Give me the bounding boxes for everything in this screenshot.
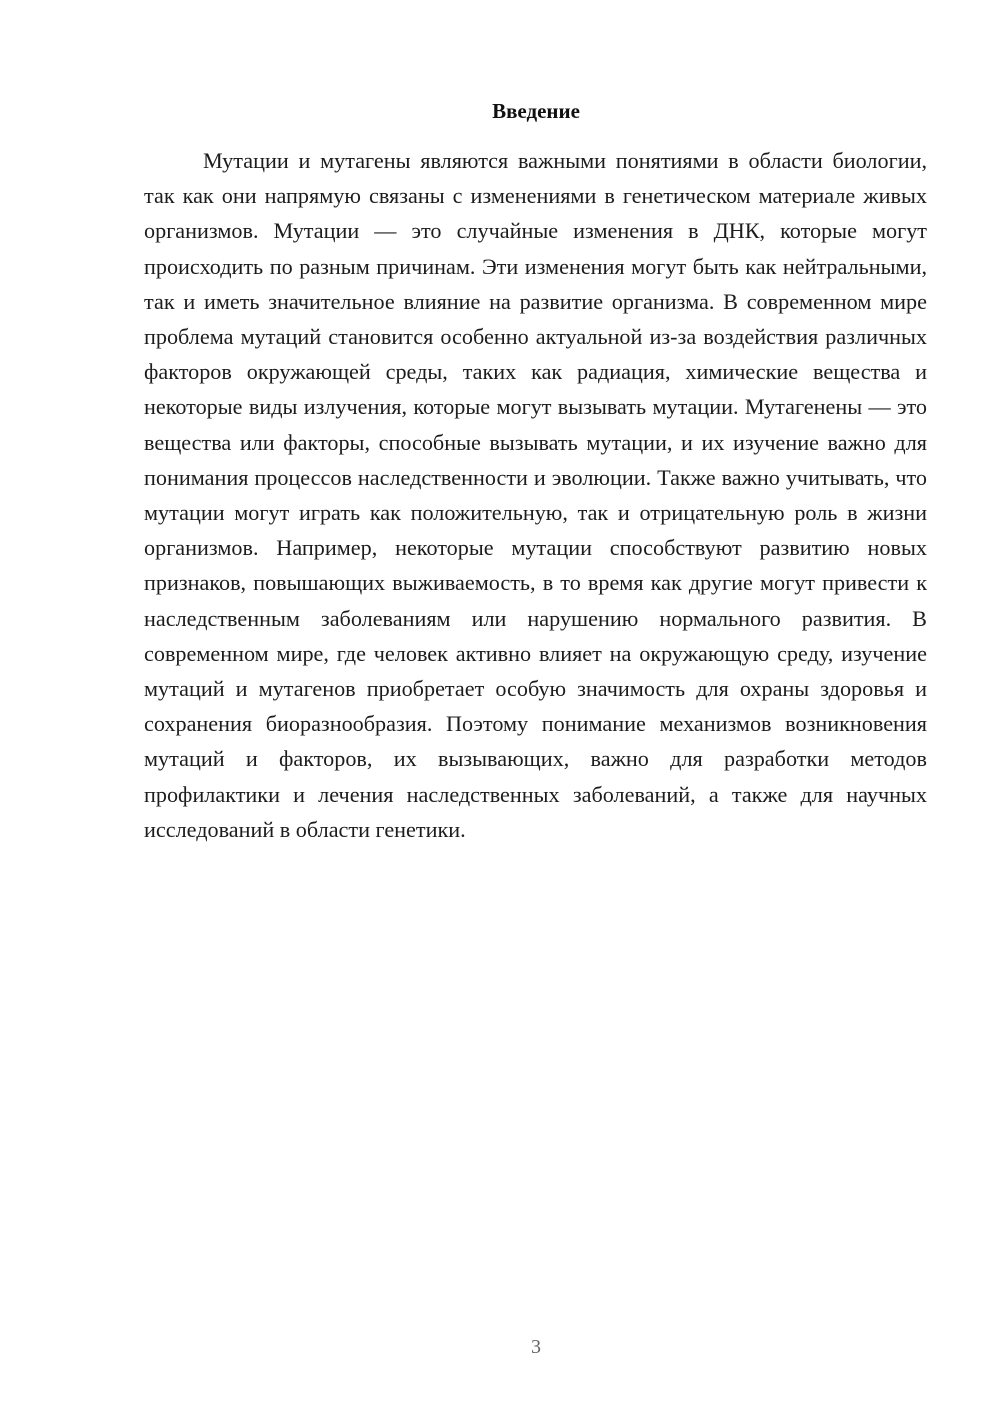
- page-number: 3: [531, 1336, 541, 1358]
- body-paragraph: Мутации и мутагены являются важными понятиями в области биологии, так как они напрямую связаны с изменениями в генетическом материале живых организмов. Мутации — это случайные изменения в ДНК, которые могут происходить по разным причинам. Эти изменения могут быть как нейтральными, так и иметь значительное влияние на развитие организма. В современном мире проблема мутаций становится особенно актуальной из-за воздействия различных факторов окружающей среды, таких как радиация, химические вещества и некоторые виды излучения, которые могут вызывать мутации. Мутагенены — это вещества или факторы, способные вызывать мутации, и их изучение важно для понимания процессов наследственности и эволюции. Также важно учитывать, что мутации могут играть как положительную, так и отрицательную роль в жизни организмов. Например, некоторые мутации способствуют развитию новых признаков, повышающих выживаемость, в то время как другие могут привести к наследственным заболеваниям или нарушению нормального развития. В современном мире, где человек активно влияет на окружающую среду, изучение мутаций и мутагенов приобретает особую значимость для охраны здоровья и сохранения биоразнообразия. Поэтому понимание механизмов возникновения мутаций и факторов, их вызывающих, важно для разработки методов профилактики и лечения наследственных заболеваний, а также для научных исследований в области генетики.: [144, 148, 927, 842]
- section-heading: Введение: [492, 99, 580, 123]
